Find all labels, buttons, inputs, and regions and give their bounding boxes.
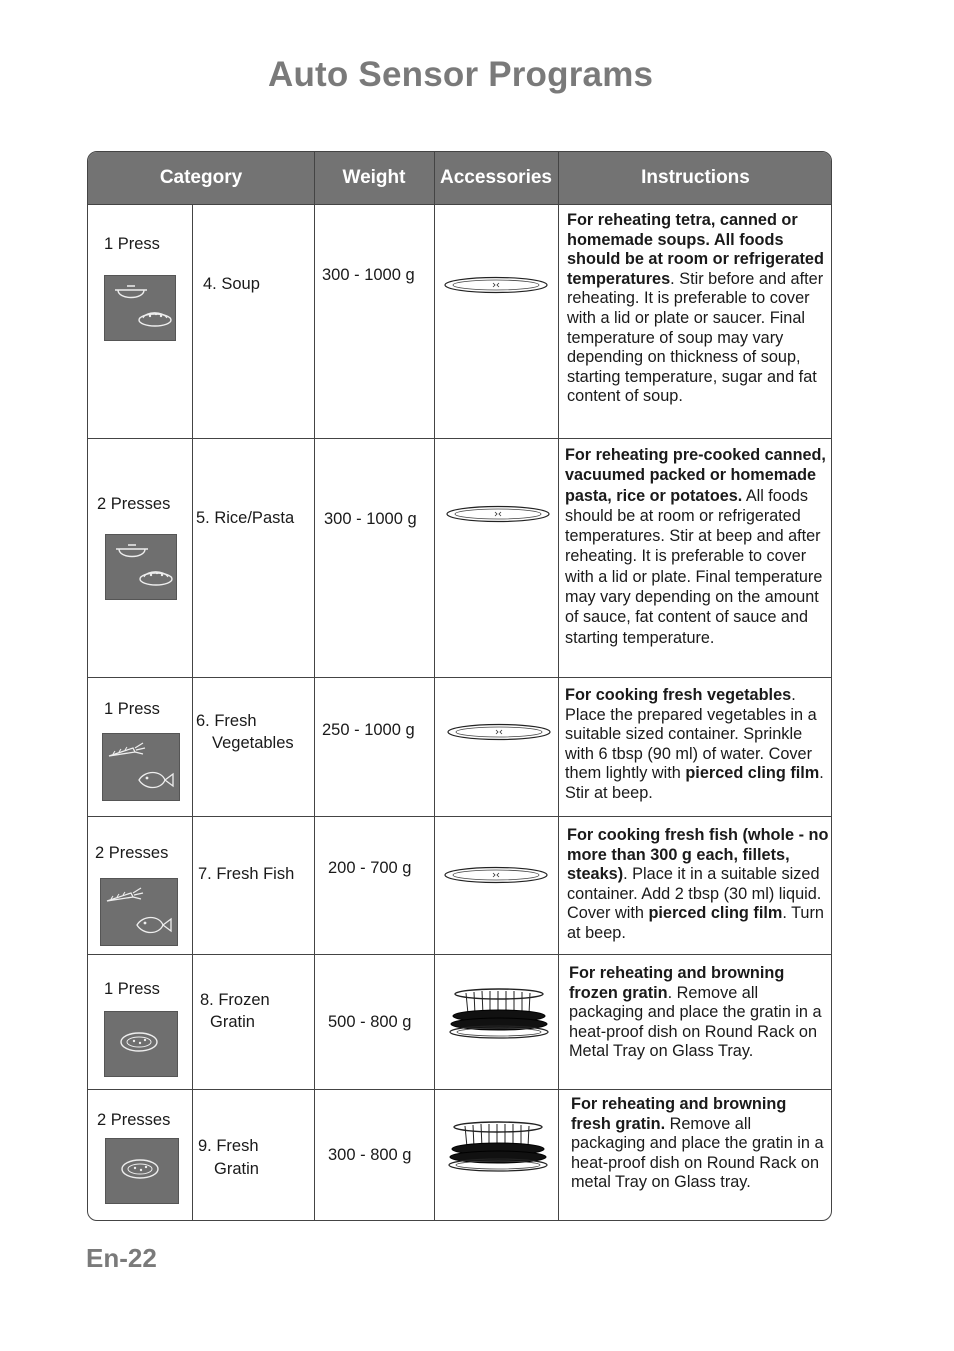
press-count: 2 Presses	[97, 495, 171, 513]
glass-tray-icon	[443, 502, 553, 526]
column-divider	[314, 152, 315, 1221]
header-accessories: Accessories	[440, 167, 552, 188]
glass-tray-icon	[441, 863, 551, 887]
program-name-line1: 9. Fresh	[198, 1137, 259, 1155]
row-divider	[88, 816, 831, 817]
page-number: En-22	[86, 1243, 157, 1273]
row-divider	[88, 438, 831, 439]
gratin-dish-icon	[104, 1011, 178, 1077]
weight-range: 500 - 800 g	[328, 1013, 412, 1031]
row-divider	[88, 677, 831, 678]
carrot-and-fish-icon	[100, 878, 178, 946]
round-rack-on-trays-icon	[443, 1113, 553, 1183]
program-name: 4. Soup	[203, 275, 260, 293]
program-name-line2: Vegetables	[212, 734, 294, 752]
program-name-line1: 8. Frozen	[200, 991, 270, 1009]
program-name-line2: Gratin	[214, 1160, 259, 1178]
instructions: For reheating and browning fresh gratin. Remove all packaging and place the gratin in a heat-proof dish on Round Rack on metal Tray on Glass tray.	[571, 1095, 824, 1192]
program-name: 7. Fresh Fish	[198, 865, 295, 883]
press-count: 2 Presses	[95, 844, 169, 862]
press-count: 1 Press	[104, 700, 160, 718]
glass-tray-icon	[444, 720, 554, 744]
page-title: Auto Sensor Programs	[268, 55, 654, 94]
gratin-dish-icon	[105, 1138, 179, 1204]
instructions: For cooking fresh fish (whole - no more than 300 g each, fillets, steaks). Place it in a suitable sized container. Add 2 tbsp (30 ml) liquid. Cover with pierced cling film. Turn at beep.	[567, 826, 829, 942]
header-category: Category	[159, 167, 243, 188]
row-divider	[88, 954, 831, 955]
press-count: 1 Press	[104, 235, 160, 253]
table-header	[88, 152, 831, 205]
column-divider	[434, 152, 435, 1221]
weight-range: 200 - 700 g	[328, 859, 412, 877]
press-count: 1 Press	[104, 980, 160, 998]
instructions: For reheating and browning frozen gratin. Remove all packaging and place the gratin in a heat-proof dish on Round Rack on Metal Tray on Glass Tray.	[569, 964, 822, 1061]
bowl-and-dish-icon	[104, 275, 176, 341]
column-divider	[192, 204, 193, 1221]
instructions: For reheating tetra, canned or homemade soups. All foods should be at room or refrigerated temperatures. Stir before and after reheating. It is preferable to cover with a lid or plate or saucer. Final temperature of soup may vary depending on thickness of soup, starting temperature, sugar and fat content of soup.	[567, 211, 824, 406]
program-name-line1: 6. Fresh	[196, 712, 257, 730]
bowl-and-dish-icon	[105, 534, 177, 600]
row-divider	[88, 1089, 831, 1090]
carrot-and-fish-icon	[102, 733, 180, 801]
column-divider	[558, 152, 559, 1221]
program-name: 5. Rice/Pasta	[196, 509, 295, 527]
header-instructions: Instructions	[641, 167, 750, 188]
program-name-line2: Gratin	[210, 1013, 255, 1031]
instructions: For reheating pre-cooked canned, vacuumed packed or homemade pasta, rice or potatoes. All foods should be at room or refrigerated temperatures. Stir at beep and after reheating. It is preferable to cover with a lid or plate. Final temperature may vary depending on the amount of sauce, fat content of sauce and starting temperature.	[565, 446, 826, 647]
weight-range: 300 - 800 g	[328, 1146, 412, 1164]
glass-tray-icon	[441, 273, 551, 297]
press-count: 2 Presses	[97, 1111, 171, 1129]
header-weight: Weight	[342, 167, 406, 188]
weight-range: 300 - 1000 g	[322, 266, 415, 284]
programs-table	[87, 151, 832, 1221]
round-rack-on-trays-icon	[444, 980, 554, 1050]
weight-range: 250 - 1000 g	[322, 721, 415, 739]
instructions: For cooking fresh vegetables. Place the prepared vegetables in a suitable sized container. Sprinkle with 6 tbsp (90 ml) of water. Cover them lightly with pierced cling film. Stir at beep.	[565, 686, 824, 802]
weight-range: 300 - 1000 g	[324, 510, 417, 528]
